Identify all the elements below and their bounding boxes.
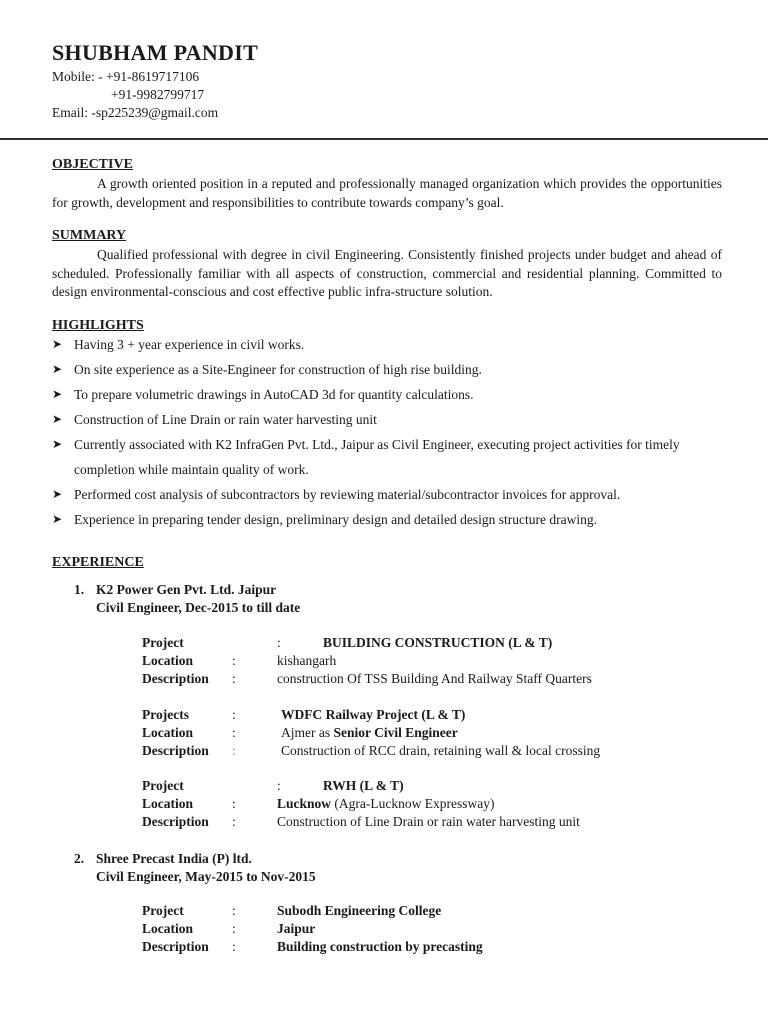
arrow-bullet-icon: ➤ <box>52 512 63 526</box>
list-item: ➤ On site experience as a Site-Engineer for construction of high rise building. <box>52 357 722 382</box>
job-2-role: Civil Engineer, May-2015 to Nov-2015 <box>96 869 316 884</box>
arrow-bullet-icon: ➤ <box>52 487 63 501</box>
summary-text: Qualified professional with degree in civil Engineering. Consistently finished projects under budget and ahead of scheduled. Professionally familiar with all aspects of construction, commercial and residential planning. Committed to design environmental-conscious and cost effective public infra-structure solution. <box>52 247 722 299</box>
email-line: Email: -sp225239@gmail.com <box>52 105 219 120</box>
arrow-bullet-icon: ➤ <box>52 362 63 376</box>
arrow-bullet-icon: ➤ <box>52 337 63 351</box>
job-1-role: Civil Engineer, Dec-2015 to till date <box>96 600 301 615</box>
objective-text: A growth oriented position in a reputed and professionally managed organization which provides the opportunities for growth, development and responsibilities to contribute towards company’s goal. <box>52 176 722 210</box>
mobile-line-2: +91-9982799717 <box>111 87 205 102</box>
contact-block <box>52 68 218 122</box>
arrow-bullet-icon: ➤ <box>52 412 63 426</box>
arrow-bullet-icon: ➤ <box>52 387 63 401</box>
list-item: ➤ Having 3 + year experience in civil works. <box>52 332 722 357</box>
list-item: ➤ Construction of Line Drain or rain water harvesting unit <box>52 407 722 432</box>
highlights-title: HIGHLIGHTS <box>52 318 144 333</box>
header-divider <box>0 138 768 140</box>
list-item: ➤ Experience in preparing tender design, preliminary design and detailed design structure drawing. <box>52 507 722 532</box>
objective-title: OBJECTIVE <box>52 157 133 172</box>
job-1-heading: 1. K2 Power Gen Pvt. Ltd. Jaipur Civil Engineer, Dec-2015 to till date <box>74 582 301 615</box>
list-item: ➤ Currently associated with K2 InfraGen Pvt. Ltd., Jaipur as Civil Engineer, executing project activities for timely completion while maintain quality of work. <box>52 432 722 482</box>
list-item: ➤ To prepare volumetric drawings in AutoCAD 3d for quantity calculations. <box>52 382 722 407</box>
experience-title: EXPERIENCE <box>52 555 144 570</box>
arrow-bullet-icon: ➤ <box>52 437 63 451</box>
job-2-heading: 2. Shree Precast India (P) ltd. Civil Engineer, May-2015 to Nov-2015 <box>74 851 316 884</box>
job-1-company: K2 Power Gen Pvt. Ltd. Jaipur <box>96 582 277 597</box>
list-item: ➤ Performed cost analysis of subcontractors by reviewing material/subcontractor invoices for approval. <box>52 482 722 507</box>
resume-page: SHUBHAM PANDIT Mobile: - +91-8619717106 +91-9982799717 Email: -sp225239@gmail.com OBJECTIVE A growth oriented position in a reputed and professionally managed organization which provides the opportunities for growth, development and responsibilities to contribute towards company’s goal. SUMMARY Qualified professional with degree in civil Engineering. Consistently finished projects under budget and ahead of scheduled. Professionally familiar with all aspects of construction, commercial and residential planning. Committed to design environmental-conscious and cost effective public infra-structure solution. HIGHLIGHTS ➤ Having 3 + year experience in civil works. ➤ On site experience as a Site-Engineer for construction of high rise building. ➤ To prepare volumetric drawings in AutoCAD 3d for quantity calculations. ➤ Construction of Line Drain or rain water harvesting unit ➤ Currently associated with K2 InfraGen Pvt. Ltd., Jaipur as Civil Engineer, executing project activities for timely completion while maintain quality of work. ➤ Performed cost analysis of subcontractors by reviewing material/subcontractor invoices for approval. ➤ Experience in preparing tender design, preliminary design and detailed design structure drawing. EXPERIENCE 1. K2 Power Gen Pvt. Ltd. Jaipur Civil Engineer, Dec-2015 to till date Project : BUILDING CONSTRUCTION (L & T) Location : kishangarh Description : construction Of TSS Building And Railway Staff Quarters Projects : WDFC Railway Project (L & T) Location : Ajmer as Senior Civil Engineer Description : Construction of RCC drain, retaining wall & local crossing Project : RWH (L & T) Location : Lucknow (Agra-Lucknow Expressway) Description : Construction of Line Drain or rain water harvesting unit 2. Shree Precast India (P) ltd. Civil Engineer, May-2015 to Nov-2015 Project : Subodh Engineering College Location : Jaipur Description : Building construction by precasting <box>0 0 768 1024</box>
summary-title: SUMMARY <box>52 228 127 243</box>
mobile-line-1: Mobile: - +91-8619717106 <box>52 69 200 84</box>
job-2-company: Shree Precast India (P) ltd. <box>96 851 252 866</box>
highlights-list <box>52 332 722 532</box>
candidate-name: SHUBHAM PANDIT <box>52 40 259 65</box>
